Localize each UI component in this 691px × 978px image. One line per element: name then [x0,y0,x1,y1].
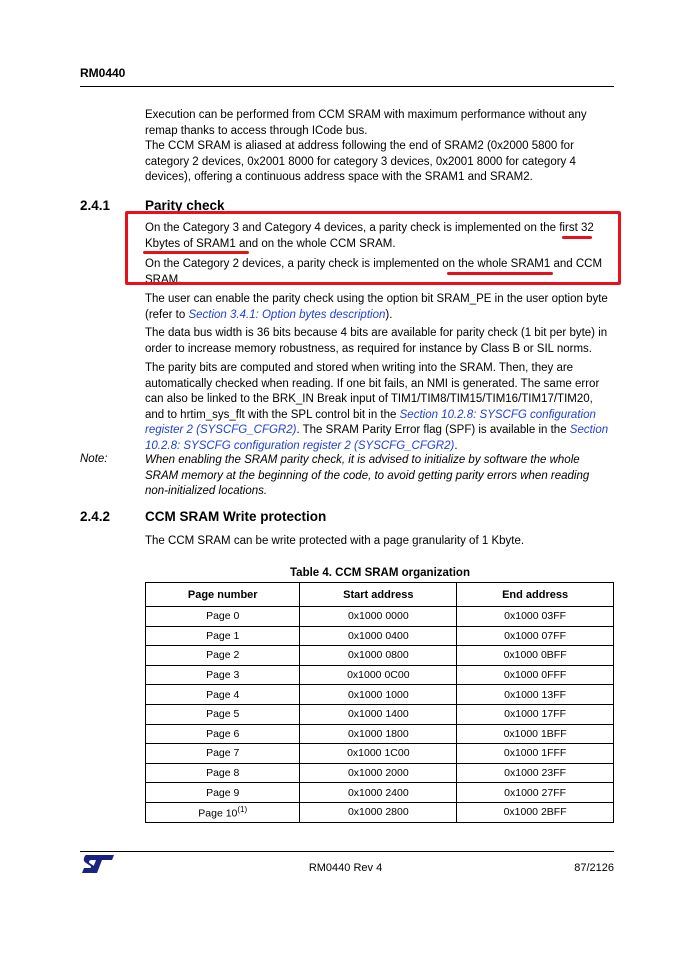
table-row [146,704,614,724]
table-row [146,744,614,764]
table-cell: Page 9 [146,783,300,803]
table-row [146,685,614,705]
section-number: 2.4.2 [80,509,111,524]
section-title: CCM SRAM Write protection [145,509,327,524]
footnote-marker: (1) [237,804,248,814]
highlight-underline [447,272,553,275]
table-header-row [146,583,614,607]
text-run: ). [385,308,393,321]
text-run: and CCM SRAM. [145,258,603,286]
table-cell: 0x1000 07FF [457,626,614,646]
column-header: End address [457,583,614,607]
text-run: On the Category 3 and Category 4 devices, a parity check is implemented on the [145,222,560,234]
underlined-text: first 32 Kbytes of SRAM1 [145,222,594,250]
table-cell: Page 5 [146,704,300,724]
highlight-underline [143,251,249,254]
column-header: Start address [300,583,457,607]
table-cell: 0x1000 17FF [457,704,614,724]
table-row [146,783,614,803]
table-cell: Page 6 [146,724,300,744]
table-row [146,763,614,783]
table-cell: 0x1000 0800 [300,646,457,666]
table-cell: 0x1000 0C00 [300,665,457,685]
table-cell: 0x1000 2800 [300,802,457,822]
intro-paragraph-2: The CCM SRAM is aliased at address following the end of SRAM2 (0x2000 5800 for category 2 devices, 0x2001 8000 for category 3 devices, 0x2001 8000 for category 4 devices), offering a continuous address space with the SRAM1 and SRAM2. [145,140,576,183]
table-cell: 0x1000 1800 [300,724,457,744]
table-cell: Page 2 [146,646,300,666]
table-cell: 0x1000 1BFF [457,724,614,744]
table-cell: Page 1 [146,626,300,646]
highlight-underline [562,236,592,239]
parity-paragraph-3 [145,292,615,323]
table-cell: 0x1000 2000 [300,763,457,783]
table-cell: 0x1000 0FFF [457,665,614,685]
underlined-text: on the whole SRAM1 [442,258,551,270]
text-run: and on the whole CCM SRAM. [235,237,396,250]
page-label: Page 10 [198,807,238,820]
table-cell: 0x1000 03FF [457,607,614,627]
note-text: When enabling the SRAM parity check, it is advised to initialize by software the whole SRAM memory at the beginning of the code, to avoid getting parity errors when reading non-initialized locations. [145,454,590,497]
table-cell: 0x1000 0BFF [457,646,614,666]
table-cell: Page 0 [146,607,300,627]
text-run: The parity bits are computed and stored when writing into the SRAM. Then, they are automatically checked when reading. If one bit fails, an NMI is generated. The same error can also be linked to the BRK_IN Break input of TIM1/TIM8/TIM15/TIM16/TIM17/TIM20, and to hrtim_sys_flt with the SPL control bit in the [145,362,600,421]
table-cell: 0x1000 23FF [457,763,614,783]
footer-rule [80,851,614,852]
text-run: . [454,439,458,452]
table-row [146,646,614,666]
document-id: RM0440 [80,66,126,80]
intro-paragraph-1: Execution can be performed from CCM SRAM with maximum performance without any remap thanks to access through ICode bus. [145,109,587,137]
table-cell: Page 4 [146,685,300,705]
header-rule [80,86,614,87]
table-cell: Page 8 [146,763,300,783]
section-link[interactable]: Section 10.2.8: SYSCFG configuration register 2 (SYSCFG_CFGR2) [145,408,596,436]
table-cell: 0x1000 1000 [300,685,457,705]
table-row [146,626,614,646]
table-cell: Page 7 [146,744,300,764]
section-link[interactable]: Section 10.2.8: SYSCFG configuration register 2 (SYSCFG_CFGR2) [145,424,609,452]
table-cell: 0x1000 0400 [300,626,457,646]
text-run: . The SRAM Parity Error flag (SPF) is available in the [296,424,570,436]
table-row [146,665,614,685]
table-caption: Table 4. CCM SRAM organization [290,567,470,579]
table-cell [146,802,300,822]
parity-paragraph-4: The data bus width is 36 bits because 4 bits are available for parity check (1 bit per byte) in order to increase memory robustness, as required for instance by Class B or SIL norms. [145,327,608,355]
footer-revision: RM0440 Rev 4 [308,862,383,874]
table-cell: 0x1000 1400 [300,704,457,724]
table-row [146,802,614,822]
footer-page-number: 87/2126 [574,862,614,874]
table-cell: 0x1000 1FFF [457,744,614,764]
text-run: The user can enable the parity check using the option bit SRAM_PE in the user option byte (refer to [145,293,608,321]
text-run: On the Category 2 devices, a parity check is implemented [145,258,443,270]
write-protection-paragraph: The CCM SRAM can be write protected with a page granularity of 1 Kbyte. [145,535,525,547]
table-cell: 0x1000 1C00 [300,744,457,764]
note-label: Note: [80,453,108,465]
table-cell: 0x1000 27FF [457,783,614,803]
table-row [146,607,614,627]
table-cell: Page 3 [146,665,300,685]
table-cell: 0x1000 0000 [300,607,457,627]
table-cell: 0x1000 13FF [457,685,614,705]
table-row [146,724,614,744]
column-header: Page number [146,583,300,607]
section-link[interactable]: Section 3.4.1: Option bytes description [188,308,386,321]
section-title: Parity check [145,198,225,213]
table-cell: 0x1000 2400 [300,783,457,803]
parity-paragraph-5 [145,361,615,454]
sram-organization-table [145,582,614,823]
section-number: 2.4.1 [80,198,111,213]
table-cell: 0x1000 2BFF [457,802,614,822]
